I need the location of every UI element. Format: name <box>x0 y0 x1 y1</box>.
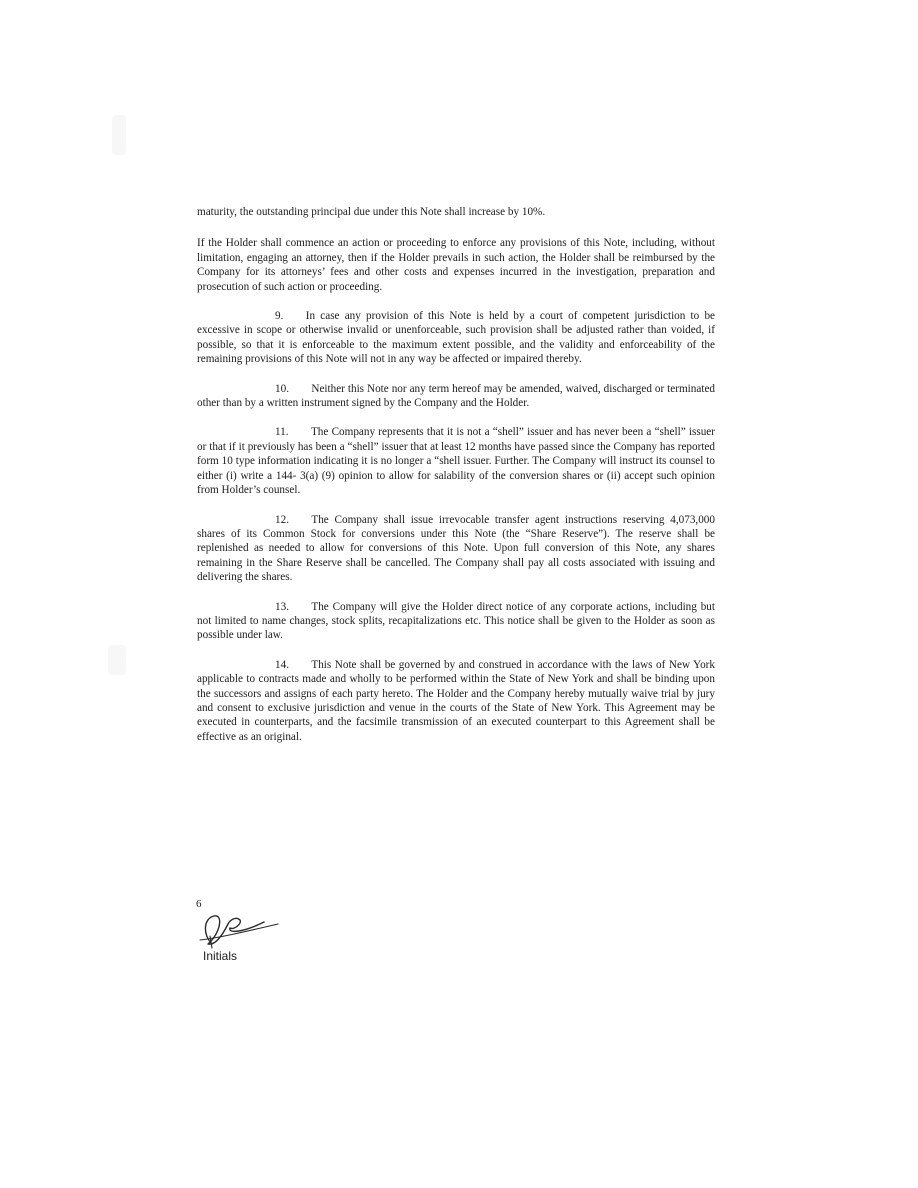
document-body <box>197 205 715 759</box>
paragraph-section-10: 10. Neither this Note nor any term hereof may be amended, waived, discharged or terminated other than by a written instrument signed by the Company and the Holder. <box>197 382 715 410</box>
paragraph-holder-action: If the Holder shall commence an action or proceeding to enforce any provisions of this Note, including, without limitation, engaging an attorney, then if the Holder prevails in such action, the Holder shall be reimbursed by the Company for its attorneys’ fees and other costs and expenses incurred in the investigation, preparation and prosecution of such action or proceeding. <box>197 237 715 293</box>
paragraph-section-11: 11. The Company represents that it is not a “shell” issuer and has never been a “shell” issuer or that if it previously has been a “shell” issuer that at least 12 months have passed since the Company has reported form 10 type information indicating it is no longer a “shell issuer. Further. The Company will instruct its counsel to either (i) write a 144- 3(a) (9) opinion to allow for salability of the conversion shares or (ii) accept such opinion from Holder’s counsel. <box>197 426 715 497</box>
paragraph-section-14: 14. This Note shall be governed by and construed in accordance with the laws of New York applicable to contracts made and wholly to be performed within the State of New York and shall be binding upon the successors and assigns of each party hereto. The Holder and the Company hereby mutually waive trial by jury and consent to exclusive jurisdiction and venue in the courts of the State of New York. This Agreement may be executed in counterparts, and the facsimile transmission of an executed counterpart to this Agreement shall be effective as an original. <box>197 658 715 743</box>
scan-artifact <box>108 645 126 675</box>
initials-label: Initials <box>203 949 238 963</box>
page-number: 6 <box>196 898 202 910</box>
scan-artifact <box>112 115 126 155</box>
paragraph-maturity: maturity, the outstanding principal due under this Note shall increase by 10%. <box>197 206 546 218</box>
paragraph-section-13: 13. The Company will give the Holder direct notice of any corporate actions, including but not limited to name changes, stock splits, recapitalizations etc. This notice shall be given to the Holder as soon as possible under law. <box>197 600 715 642</box>
paragraph-section-12: 12. The Company shall issue irrevocable transfer agent instructions reserving 4,073,000 shares of its Common Stock for conversions under this Note (the “Share Reserve”). The reserve shall be replenished as needed to allow for conversions of this Note. Upon full conversion of this Note, any shares remaining in the Share Reserve shall be cancelled. The Company shall pay all costs associated with issuing and delivering the shares. <box>197 513 715 584</box>
paragraph-section-9: 9. In case any provision of this Note is held by a court of competent jurisdiction to be excessive in scope or otherwise invalid or unenforceable, such provision shall be adjusted rather than voided, if possible, so that it is enforceable to the maximum extent possible, and the validity and enforceability of the remaining provisions of this Note will not in any way be affected or impaired thereby. <box>197 310 715 366</box>
